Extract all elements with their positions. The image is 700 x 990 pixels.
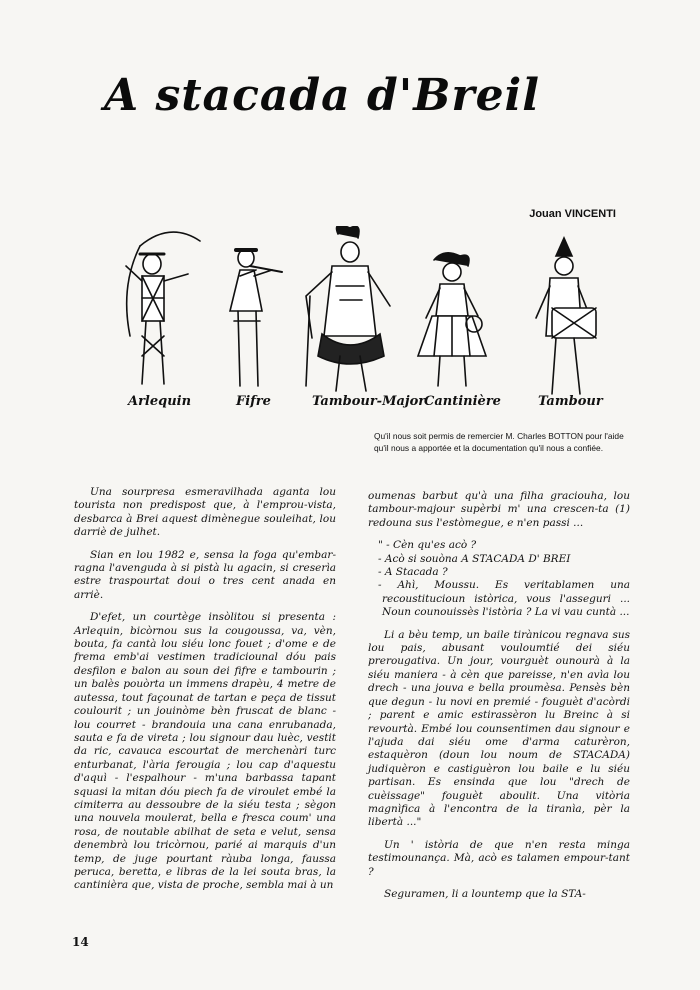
figure-label-tambour-major: Tambour-Major xyxy=(312,394,426,409)
paragraph: Sian en lou 1982 e, sensa la foga qu'embar-ragna l'avenguda à si pistà lu agacin, si creserìa estre traspourtat doui o tres cent anada en arriè. xyxy=(74,548,336,601)
dialogue-block xyxy=(368,539,630,619)
dialogue-line: - Ahì, Moussu. Es veritablamen una recoustitucioun istòrica, vous l'asseguri ... Noun counouissès l'istòria ? La vi vau cuntà ... xyxy=(378,579,630,619)
figure-label-tambour: Tambour xyxy=(538,394,603,409)
figure-label-cantiniere: Cantinière xyxy=(424,394,501,409)
paragraph: oumenas barbut qu'à una filha graciouha, lou tambour-majour supèrbi m' una crescen-ta (1) redouna sus l'estòmegue, e n'en passi ... xyxy=(368,490,630,529)
tambour-major-figure xyxy=(306,226,390,391)
paragraph: Seguramen, li a lountemp que la STA- xyxy=(384,887,586,900)
arlequin-figure xyxy=(126,232,200,384)
right-column xyxy=(368,490,630,910)
paragraph: Li a bèu temp, un baile tirànicou regnava sus lou pais, abusant vouloumtié dei siéu prerougativa. Un jour, vourguèt ounourà à la siéu maniera - à cèn que pareisse, n'en avìa lou drech - una jouva e bella proumèsa. Pensès bèn que degun - lu novi en premié - fouguèt d'acòrdi ; parent e amic estirassèron lu Breinc à si revourtà. Embé lou counsentimen dau signour e l'ajuda dai siéu ome d'arma caturèron, estaquèron (doun lou noum de STACADA) judiquèron e castiguèron lou baile e lu siéu partisan. Es ensinda que lou "drech de cuèissage" fouguèt aboulit. Una vitòria magnìfica à l'encontra de la tiranìa, pèr la libertà ..." xyxy=(368,628,630,829)
dialogue-line: - Acò si souòna A STACADA D' BREI xyxy=(378,552,571,565)
dialogue-line: " - Cèn qu'es acò ? xyxy=(378,539,477,552)
paragraph: Una sourpresa esmeravilhada aganta lou tourista non predispost que, à l'emprou-vista, desbarca à Brei aquest dimènegue souleihat, lou darriè de julhet. xyxy=(74,486,336,539)
left-column xyxy=(74,486,336,902)
paragraph: D'efet, un courtège insòlitou si presenta : Arlequin, bicòrnou sus la cougoussa, va, vèn, bouta, fa cantà lou siéu lonc fouet ; d'ome e de frema emb'ai vestimen tradiciounal dóu pais desfilon e balon au soun dei fifre e tambourin ; un balès pouòrta un immens drapèu, 4 metre de autessa, tout façounat de tartan e peça de tissut coulourit ; un jouinòme bèn fruscat de blanc - lou courret - brandouia una cana enrubanada, sauta e fa de vireta ; lou signour dau luèc, vestit da ric, cavauca escourtat de merchenàri turc enturbanat, l'ària ferougia ; lou cap d'aquestu d'aquì - l'espalhour - m'una barbassa tapant squasi la mitan dóu piech fa de viroulet embé la cimiterra au dessoubre de la siéu testa ; sègon una nouvela moulerat, bella e fresca coum' una rosa, de noutable abilhat de seta e velut, sensa denembrà lou tricòrnou, parié ai marquis d'un temp, de juge pourtant ràuba longa, faussa peruca, beretta, e libras de la lei souta bras, la cantinièra que, vista de proche, sembla mai à un xyxy=(74,611,336,892)
article-title: A stacada d'Breil xyxy=(104,70,540,121)
author-name: Jouan VINCENTI xyxy=(529,208,616,220)
cantiniere-figure xyxy=(418,253,486,386)
fifre-figure xyxy=(230,249,282,386)
paragraph: Un ' istòria de que n'en resta minga testimounança. Mà, acò es talamen empour-tant ? xyxy=(368,838,630,878)
page-number: 14 xyxy=(72,935,89,949)
figure-label-arlequin: Arlequin xyxy=(128,394,192,409)
dialogue-line: - A Stacada ? xyxy=(378,566,448,579)
acknowledgement-note: Qu'il nous soit permis de remercier M. Charles BOTTON pour l'aide qu'il nous a apportée et la documentation qu'il nous a confiée. xyxy=(374,431,624,453)
tambour-figure xyxy=(536,238,596,394)
figure-label-fifre: Fifre xyxy=(236,394,271,409)
